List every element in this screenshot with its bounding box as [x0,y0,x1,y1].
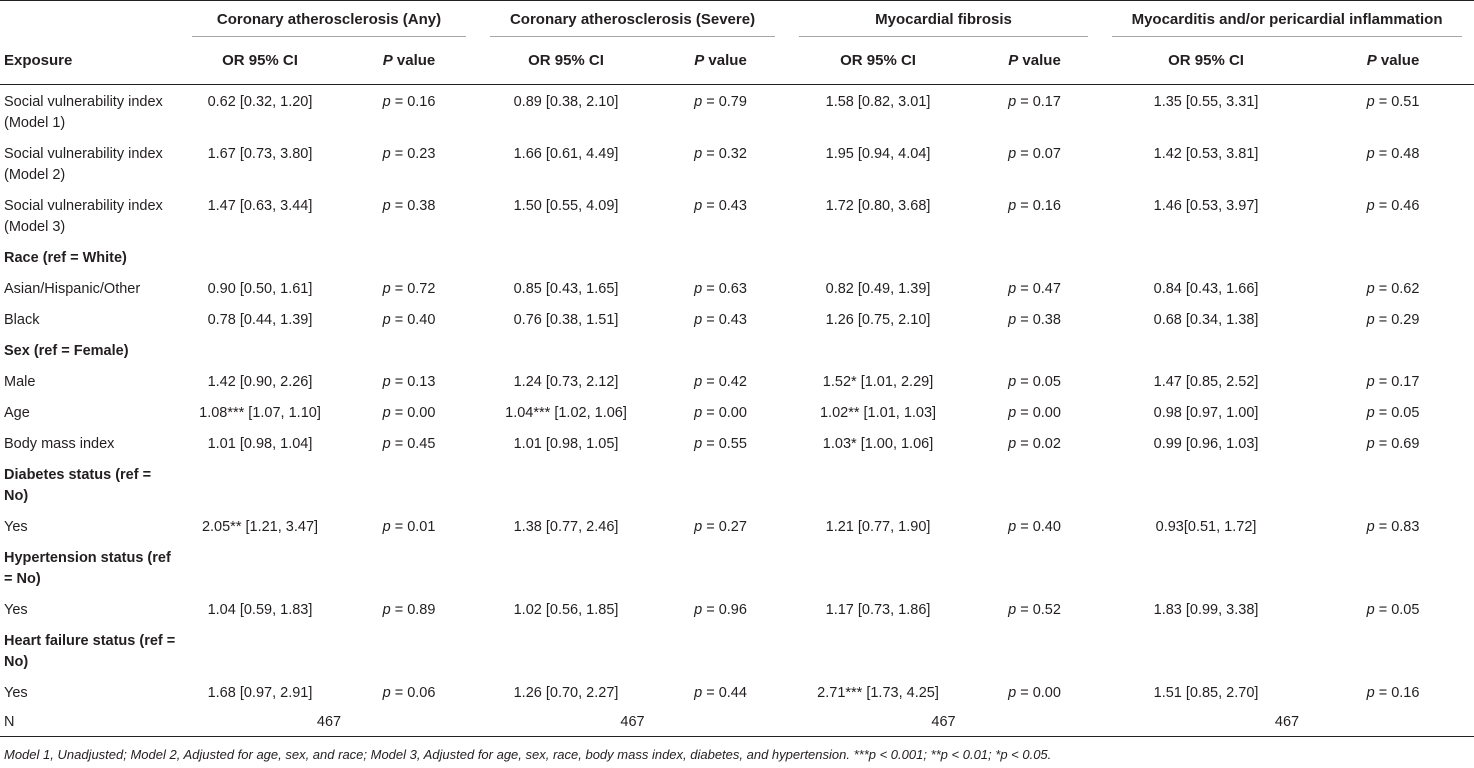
empty-cell [1312,336,1474,367]
p-value-cell [969,274,1100,305]
p-value-cell [654,678,787,709]
p-value-text: = 0.89 [394,602,436,618]
p-letter: P [694,52,705,69]
p-symbol: p [1366,198,1375,214]
p-value-header [340,46,478,85]
or-ci-header: OR 95% CI [787,46,969,85]
empty-cell [787,460,969,512]
table-row [0,274,1474,305]
p-letter: P [1008,52,1019,69]
p-value-text: = 0.16 [394,94,436,110]
p-value-cell [340,512,478,543]
p-value-cell [654,367,787,398]
p-value-text: = 0.47 [1020,281,1061,297]
or-ci-cell: 0.93[0.51, 1.72] [1155,519,1257,535]
p-symbol: p [694,146,703,162]
p-value-text: = 0.69 [1378,436,1420,452]
empty-cell [478,336,654,367]
section-label: Diabetes status (ref = No) [4,467,152,504]
or-ci-cell: 1.26 [0.75, 2.10] [825,312,931,328]
p-value-cell [969,85,1100,140]
p-symbol: p [1366,519,1375,535]
empty-cell [180,336,340,367]
p-symbol: p [382,146,391,162]
table-row [0,139,1474,191]
empty-cell [787,336,969,367]
or-ci-cell: 0.84 [0.43, 1.66] [1153,281,1259,297]
empty-cell [1312,543,1474,595]
p-value-text: = 0.44 [706,685,747,701]
p-value-text: = 0.51 [1378,94,1420,110]
p-symbol: p [1366,374,1375,390]
p-symbol: p [1008,94,1017,110]
p-value-cell [340,595,478,626]
p-value-cell [340,678,478,709]
exposure-label: Yes [4,685,28,701]
p-value-cell [969,429,1100,460]
column-header-row [0,46,1474,85]
or-ci-cell: 2.05** [1.21, 3.47] [201,519,319,535]
empty-cell [478,543,654,595]
p-value-header [1312,46,1474,85]
table-row [0,398,1474,429]
or-ci-cell: 1.68 [0.97, 2.91] [207,685,313,701]
p-symbol: p [382,281,391,297]
p-value-cell [1312,191,1474,243]
group-header [180,0,478,46]
p-value-cell [340,305,478,336]
exposure-label: Social vulnerability index (Model 3) [4,198,163,235]
p-value-text: = 0.05 [1020,374,1061,390]
p-value-cell [654,512,787,543]
p-value-cell [654,305,787,336]
p-symbol: p [382,198,391,214]
p-value-cell [340,85,478,140]
sample-size-value: 467 [787,709,1100,737]
empty-cell [1312,460,1474,512]
p-value-text: = 0.42 [706,374,747,390]
or-ci-cell: 1.83 [0.99, 3.38] [1153,602,1259,618]
or-ci-cell: 1.67 [0.73, 3.80] [207,146,313,162]
section-label: Sex (ref = Female) [4,343,129,359]
p-value-text: = 0.00 [706,405,747,421]
p-symbol: p [1366,94,1375,110]
or-ci-cell: 1.01 [0.98, 1.04] [207,436,313,452]
p-value-text: = 0.01 [394,519,436,535]
p-value-text: = 0.00 [1020,405,1061,421]
p-value-text: = 0.27 [706,519,747,535]
p-symbol: p [382,602,391,618]
or-ci-cell: 1.17 [0.73, 1.86] [825,602,931,618]
p-value-text: = 0.72 [394,281,436,297]
p-value-text: = 0.40 [1020,519,1061,535]
or-ci-cell: 1.47 [0.85, 2.52] [1153,374,1259,390]
or-ci-cell: 0.78 [0.44, 1.39] [207,312,313,328]
exposure-label: Body mass index [4,436,115,452]
exposure-label: Age [4,405,30,421]
empty-cell [654,626,787,678]
p-value-text: = 0.16 [1020,198,1061,214]
exposure-label: Male [4,374,36,390]
p-value-cell [1312,398,1474,429]
section-row [0,243,1474,274]
empty-cell [180,243,340,274]
or-ci-cell: 0.90 [0.50, 1.61] [207,281,313,297]
sample-size-value: 467 [478,709,787,737]
p-value-text: = 0.38 [1020,312,1061,328]
exposure-label: Black [4,312,40,328]
table-footnote: Model 1, Unadjusted; Model 2, Adjusted for age, sex, and race; Model 3, Adjusted for age, sex, race, body mass index, diabetes, and hypertension. ***p < 0.001; **p < 0.01; *p < 0.05. [4,747,1052,762]
empty-cell [340,460,478,512]
exposure-label: Social vulnerability index (Model 1) [4,94,163,131]
sample-size-value: 467 [180,709,478,737]
p-symbol: p [1366,281,1375,297]
or-ci-cell: 1.38 [0.77, 2.46] [513,519,619,535]
p-value-cell [969,191,1100,243]
p-symbol: p [1366,146,1375,162]
p-symbol: p [694,685,703,701]
or-ci-cell: 1.50 [0.55, 4.09] [513,198,619,214]
p-symbol: p [1008,312,1017,328]
group-header [787,0,1100,46]
p-value-cell [969,367,1100,398]
p-value-text: = 0.40 [394,312,436,328]
or-ci-cell: 1.21 [0.77, 1.90] [825,519,931,535]
exposure-header: Exposure [0,46,180,85]
table-row [0,85,1474,140]
empty-cell [1100,543,1312,595]
or-ci-cell: 0.99 [0.96, 1.03] [1153,436,1259,452]
or-ci-cell: 1.03* [1.00, 1.06] [822,436,934,452]
p-value-text: = 0.17 [1378,374,1420,390]
or-ci-cell: 1.46 [0.53, 3.97] [1153,198,1259,214]
or-ci-cell: 1.72 [0.80, 3.68] [825,198,931,214]
p-value-cell [654,85,787,140]
p-value-cell [654,595,787,626]
top-rule [0,0,1474,1]
or-ci-cell: 1.02 [0.56, 1.85] [513,602,619,618]
group-label: Myocardial fibrosis [799,9,1088,37]
empty-cell [1100,243,1312,274]
p-value-text: = 0.05 [1378,602,1420,618]
p-value-text: = 0.00 [394,405,436,421]
or-ci-header: OR 95% CI [1100,46,1312,85]
p-symbol: p [1366,436,1375,452]
p-value-header [969,46,1100,85]
group-header [478,0,787,46]
p-value-cell [654,429,787,460]
p-value-cell [1312,305,1474,336]
p-value-cell [969,305,1100,336]
group-label: Coronary atherosclerosis (Any) [192,9,466,37]
p-symbol: p [382,685,391,701]
p-symbol: p [382,436,391,452]
p-value-text: = 0.63 [706,281,747,297]
group-header-row [0,0,1474,46]
p-value-cell [1312,512,1474,543]
p-symbol: p [1008,374,1017,390]
p-symbol: p [1008,281,1017,297]
p-value-word: value [392,52,436,69]
empty-cell [1312,626,1474,678]
empty-cell [478,626,654,678]
p-value-text: = 0.45 [394,436,436,452]
p-symbol: p [694,312,703,328]
table-row [0,512,1474,543]
p-value-cell [1312,139,1474,191]
table-body [0,85,1474,737]
p-value-cell [969,678,1100,709]
or-ci-cell: 1.04*** [1.02, 1.06] [505,405,627,421]
section-row [0,626,1474,678]
empty-cell [969,243,1100,274]
p-symbol: p [1366,405,1375,421]
p-value-cell [969,512,1100,543]
or-ci-cell: 1.52* [1.01, 2.29] [822,374,934,390]
p-value-text: = 0.32 [706,146,747,162]
p-value-text: = 0.23 [394,146,436,162]
sample-size-row [0,709,1474,737]
or-ci-cell: 1.95 [0.94, 4.04] [825,146,931,162]
table-row [0,305,1474,336]
table-row [0,595,1474,626]
p-symbol: p [382,405,391,421]
empty-cell [340,243,478,274]
p-value-text: = 0.48 [1378,146,1420,162]
or-ci-cell: 0.85 [0.43, 1.65] [513,281,619,297]
p-value-text: = 0.17 [1020,94,1061,110]
p-value-text: = 0.79 [706,94,747,110]
p-symbol: p [1008,405,1017,421]
empty-cell [1100,460,1312,512]
or-ci-cell: 1.58 [0.82, 3.01] [825,94,931,110]
sample-size-label: N [0,709,180,737]
empty-cell [180,460,340,512]
p-symbol: p [1366,312,1375,328]
p-value-cell [340,274,478,305]
table-row [0,191,1474,243]
p-value-text: = 0.07 [1020,146,1061,162]
p-symbol: p [694,374,703,390]
empty-cell [787,243,969,274]
or-ci-cell: 0.98 [0.97, 1.00] [1153,405,1259,421]
p-value-cell [654,191,787,243]
p-symbol: p [382,374,391,390]
p-symbol: p [382,312,391,328]
p-value-cell [1312,274,1474,305]
empty-cell [654,543,787,595]
p-value-text: = 0.62 [1378,281,1420,297]
exposure-label: Yes [4,519,28,535]
or-ci-cell: 0.68 [0.34, 1.38] [1153,312,1259,328]
table-row [0,678,1474,709]
p-symbol: p [382,519,391,535]
or-ci-cell: 0.62 [0.32, 1.20] [207,94,313,110]
p-symbol: p [694,94,703,110]
p-value-text: = 0.02 [1020,436,1061,452]
or-ci-header: OR 95% CI [478,46,654,85]
p-symbol: p [694,405,703,421]
section-label: Heart failure status (ref = No) [4,633,176,670]
or-ci-cell: 0.82 [0.49, 1.39] [825,281,931,297]
p-value-text: = 0.05 [1378,405,1420,421]
p-symbol: p [1008,519,1017,535]
p-symbol: p [1008,602,1017,618]
p-value-text: = 0.52 [1020,602,1061,618]
p-value-text: = 0.06 [394,685,436,701]
empty-cell [1312,243,1474,274]
section-label: Hypertension status (ref = No) [4,550,171,587]
p-value-text: = 0.43 [706,312,747,328]
p-value-cell [969,139,1100,191]
p-symbol: p [1008,685,1017,701]
p-letter: P [1366,52,1377,69]
or-ci-cell: 1.51 [0.85, 2.70] [1153,685,1259,701]
p-symbol: p [694,602,703,618]
exposure-label: Social vulnerability index (Model 2) [4,146,163,183]
p-value-word: value [1376,52,1420,69]
p-value-cell [654,398,787,429]
empty-cell [654,243,787,274]
or-ci-header: OR 95% CI [180,46,340,85]
p-value-text: = 0.38 [394,198,436,214]
p-value-cell [654,139,787,191]
empty-cell [654,460,787,512]
empty-cell [340,336,478,367]
empty-cell [478,243,654,274]
p-value-cell [340,398,478,429]
section-row [0,460,1474,512]
or-ci-cell: 1.01 [0.98, 1.05] [513,436,619,452]
or-ci-cell: 1.42 [0.90, 2.26] [207,374,313,390]
or-ci-cell: 1.24 [0.73, 2.12] [513,374,619,390]
p-letter: P [382,52,393,69]
p-value-cell [654,274,787,305]
empty-cell [654,336,787,367]
empty-cell [787,543,969,595]
p-symbol: p [1366,685,1375,701]
section-label: Race (ref = White) [4,250,127,266]
exposure-label: Asian/Hispanic/Other [4,281,141,297]
p-value-cell [1312,85,1474,140]
p-value-cell [969,398,1100,429]
p-value-text: = 0.00 [1020,685,1061,701]
p-value-cell [1312,595,1474,626]
p-value-header [654,46,787,85]
p-value-text: = 0.96 [706,602,747,618]
or-ci-cell: 1.08*** [1.07, 1.10] [199,405,321,421]
or-ci-cell: 0.76 [0.38, 1.51] [513,312,619,328]
p-value-text: = 0.83 [1378,519,1420,535]
empty-cell [969,543,1100,595]
group-label: Coronary atherosclerosis (Severe) [490,9,775,37]
section-row [0,543,1474,595]
empty-cell [969,336,1100,367]
empty-cell [1100,626,1312,678]
empty-cell [340,543,478,595]
or-ci-cell: 1.35 [0.55, 3.31] [1153,94,1259,110]
p-value-text: = 0.29 [1378,312,1420,328]
p-value-cell [969,595,1100,626]
p-value-word: value [704,52,747,69]
empty-cell [1100,336,1312,367]
p-symbol: p [1008,436,1017,452]
exposure-label: Yes [4,602,28,618]
empty-cell [180,543,340,595]
or-ci-cell: 1.47 [0.63, 3.44] [207,198,313,214]
or-ci-cell: 1.04 [0.59, 1.83] [207,602,313,618]
or-ci-cell: 0.89 [0.38, 2.10] [513,94,619,110]
p-symbol: p [694,198,703,214]
or-ci-cell: 1.66 [0.61, 4.49] [513,146,619,162]
p-symbol: p [694,519,703,535]
empty-cell [180,626,340,678]
p-symbol: p [382,94,391,110]
p-value-cell [1312,678,1474,709]
header-spacer [0,0,180,46]
p-value-cell [1312,429,1474,460]
p-value-cell [340,191,478,243]
empty-cell [478,460,654,512]
group-label: Myocarditis and/or pericardial inflammation [1112,9,1462,37]
empty-cell [969,626,1100,678]
p-symbol: p [694,436,703,452]
empty-cell [340,626,478,678]
p-value-text: = 0.43 [706,198,747,214]
p-symbol: p [1366,602,1375,618]
empty-cell [969,460,1100,512]
p-symbol: p [1008,198,1017,214]
table-row [0,429,1474,460]
p-value-cell [340,139,478,191]
p-value-word: value [1018,52,1061,69]
p-value-cell [1312,367,1474,398]
p-value-text: = 0.16 [1378,685,1420,701]
p-value-text: = 0.13 [394,374,436,390]
p-symbol: p [1008,146,1017,162]
section-row [0,336,1474,367]
p-value-text: = 0.55 [706,436,747,452]
p-symbol: p [694,281,703,297]
empty-cell [787,626,969,678]
p-value-cell [340,367,478,398]
sample-size-value: 467 [1100,709,1474,737]
or-ci-cell: 1.26 [0.70, 2.27] [513,685,619,701]
or-ci-cell: 1.42 [0.53, 3.81] [1153,146,1259,162]
or-ci-cell: 1.02** [1.01, 1.03] [819,405,937,421]
p-value-text: = 0.46 [1378,198,1420,214]
table-row [0,367,1474,398]
group-header [1100,0,1474,46]
p-value-cell [340,429,478,460]
or-ci-cell: 2.71*** [1.73, 4.25] [817,685,939,701]
